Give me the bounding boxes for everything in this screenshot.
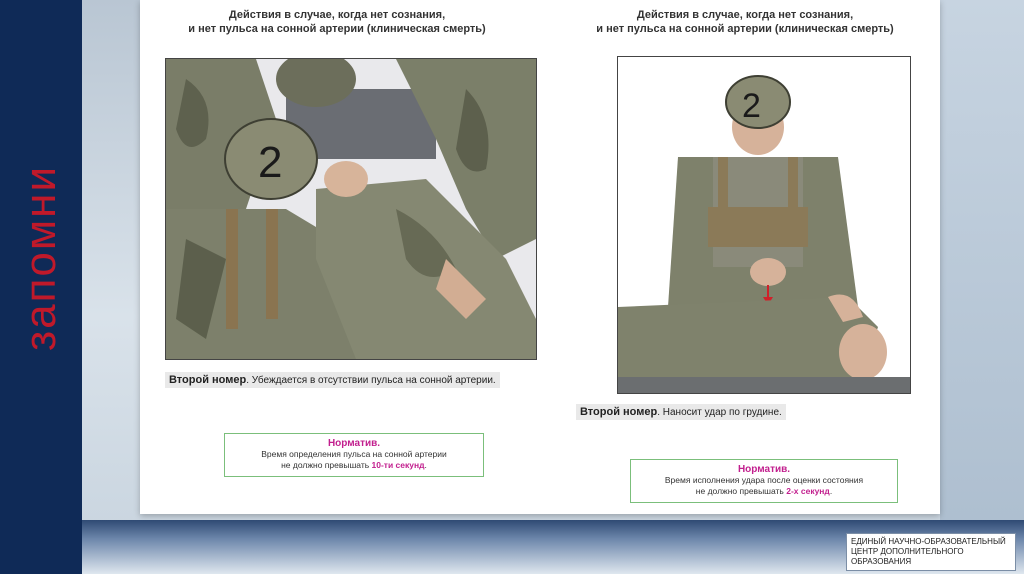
helmet-number-left: 2: [258, 138, 283, 187]
right-norm-suffix: .: [829, 486, 833, 496]
left-title-line2: и нет пульса на сонной артерии (клиническая смерть): [188, 23, 486, 35]
right-norm-line1: Время исполнения удара после оценки состояния: [664, 475, 864, 485]
slide-page: [140, 0, 940, 514]
soldiers-pulse-check-illustration: [166, 59, 536, 359]
left-step-caption: [165, 372, 500, 388]
right-norm-box: [630, 459, 898, 503]
left-norm-suffix: .: [424, 460, 427, 470]
soldier-precordial-thump-illustration: [618, 57, 910, 393]
footer-line2: ЦЕНТР ДОПОЛНИТЕЛЬНОГО: [851, 547, 964, 556]
vertical-word-remember: запомни: [16, 164, 65, 352]
right-norm-line2: [631, 486, 897, 497]
footer-line3: ОБРАЗОВАНИЯ: [851, 557, 912, 566]
right-norm-highlight: 2-х секунд: [786, 486, 830, 496]
footer-logo-box: [846, 533, 1016, 571]
left-title: [162, 8, 512, 36]
right-background: [940, 0, 1024, 520]
helmet-number-right: 2: [742, 87, 761, 125]
right-title-line1: Действия в случае, когда нет сознания,: [636, 9, 854, 21]
left-illustration: [165, 58, 537, 360]
right-illustration: [617, 56, 911, 394]
left-band: [0, 0, 82, 574]
left-norm-line2-prefix: не должно превышать: [281, 460, 372, 470]
right-step-text: . Наносит удар по грудине.: [657, 407, 782, 418]
right-title-line2: и нет пульса на сонной артерии (клиническая смерть): [596, 23, 894, 35]
footer-line1: ЕДИНЫЙ НАУЧНО-ОБРАЗОВАТЕЛЬНЫЙ: [851, 537, 1006, 546]
left-norm-line1: Время определения пульса на сонной артерии: [261, 449, 447, 459]
left-step-text: . Убеждается в отсутствии пульса на сонной артерии.: [246, 375, 496, 386]
right-step-caption: [576, 404, 786, 420]
right-norm-line2-prefix: не должно превышать: [695, 486, 787, 496]
right-title: [572, 8, 918, 36]
right-norm-title: Норматив.: [737, 464, 791, 475]
left-norm-line2: [225, 460, 483, 471]
left-step-bold: Второй номер: [169, 374, 247, 386]
left-norm-box: [224, 433, 484, 477]
left-norm-highlight: 10-ти секунд: [371, 460, 425, 470]
right-step-bold: Второй номер: [580, 406, 658, 418]
left-norm-title: Норматив.: [327, 438, 381, 449]
left-title-line1: Действия в случае, когда нет сознания,: [228, 9, 446, 21]
